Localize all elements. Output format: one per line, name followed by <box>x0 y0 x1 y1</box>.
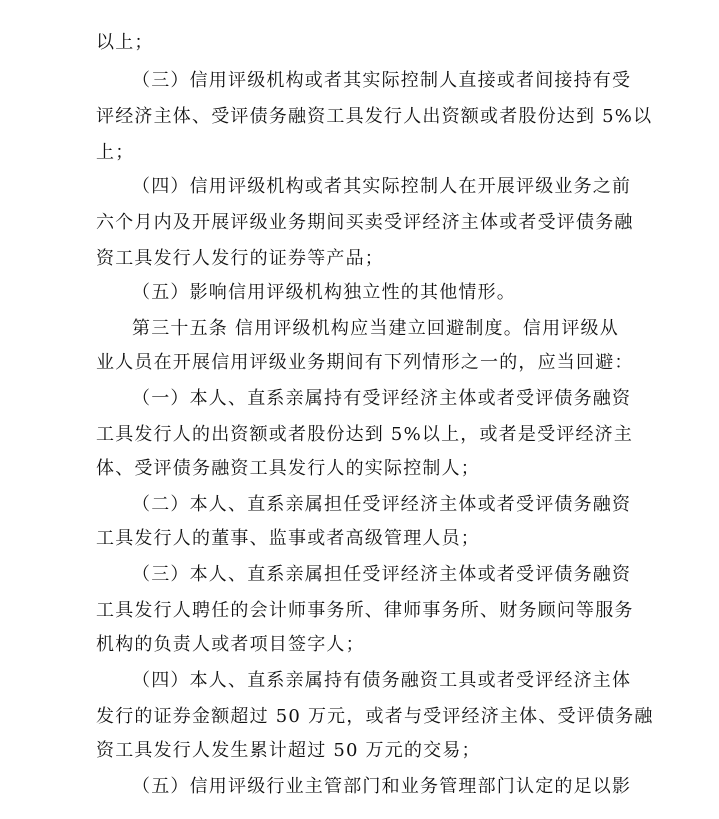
text-line: 上； <box>96 142 135 163</box>
text-line: 工具发行人聘任的会计师事务所、律师事务所、财务顾问等服务 <box>96 600 634 621</box>
text-line: （四）本人、直系亲属持有债务融资工具或者受评经济主体 <box>132 670 632 691</box>
text-line: （三）信用评级机构或者其实际控制人直接或者间接持有受 <box>132 70 632 91</box>
text-line: 体、受评债务融资工具发行人的实际控制人； <box>96 458 480 479</box>
text-line: 发行的证券金额超过 50 万元，或者与受评经济主体、受评债务融 <box>96 706 654 727</box>
text-line: 业人员在开展信用评级业务期间有下列情形之一的，应当回避： <box>96 352 634 373</box>
text-line: 六个月内及开展评级业务期间买卖受评经济主体或者受评债务融 <box>96 212 634 233</box>
text-line: 资工具发行人发生累计超过 50 万元的交易； <box>96 740 481 761</box>
text-line: （五）信用评级行业主管部门和业务管理部门认定的足以影 <box>132 776 632 797</box>
text-line: （二）本人、直系亲属担任受评经济主体或者受评债务融资 <box>132 494 632 515</box>
text-line: （一）本人、直系亲属持有受评经济主体或者受评债务融资 <box>132 388 632 409</box>
text-line: 工具发行人的董事、监事或者高级管理人员； <box>96 528 480 549</box>
section-heading-line: 第三十五条 信用评级机构应当建立回避制度。信用评级从 <box>132 318 619 339</box>
text-line: 以上； <box>96 32 154 53</box>
text-line: 工具发行人的出资额或者股份达到 5%以上，或者是受评经济主 <box>96 424 634 445</box>
text-line: 评经济主体、受评债务融资工具发行人出资额或者股份达到 5%以 <box>96 106 653 127</box>
text-line: （三）本人、直系亲属担任受评经济主体或者受评债务融资 <box>132 564 632 585</box>
text-line: 机构的负责人或者项目签字人； <box>96 634 365 655</box>
text-line: （五）影响信用评级机构独立性的其他情形。 <box>132 282 516 303</box>
text-line: （四）信用评级机构或者其实际控制人在开展评级业务之前 <box>132 176 632 197</box>
text-line: 资工具发行人发行的证券等产品； <box>96 248 384 269</box>
